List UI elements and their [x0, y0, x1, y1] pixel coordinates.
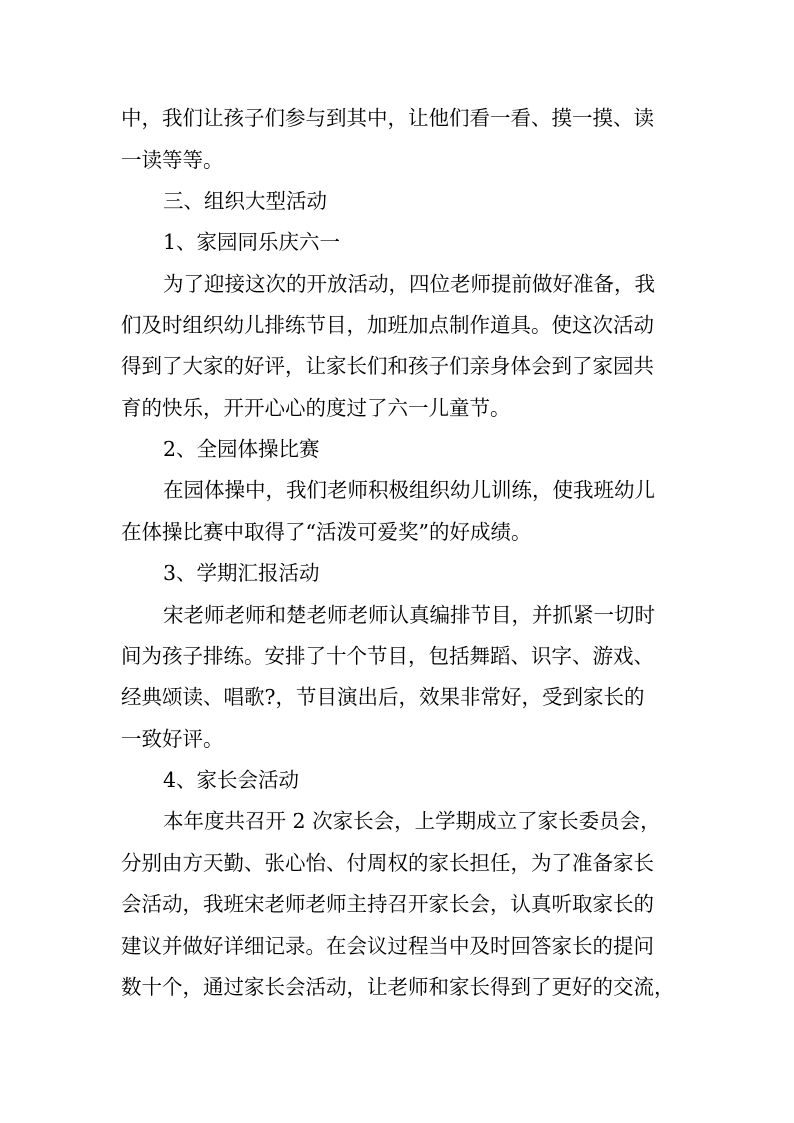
text-line: 建议并做好详细记录。在会议过程当中及时回答家长的提问	[121, 934, 654, 958]
text-line: 在园体操中，我们老师积极组织幼儿训练，使我班幼儿	[163, 478, 655, 502]
text-line: 一致好评。	[121, 727, 224, 751]
text-line: 宋老师老师和楚老师老师认真编排节目，并抓紧一切时	[163, 603, 655, 627]
text-line: 会活动，我班宋老师老师主持召开家长会，认真听取家长的	[121, 892, 654, 916]
text-line: 本年度共召开 2 次家长会，上学期成立了家长委员会，	[163, 809, 661, 833]
section-heading: 三、组织大型活动	[163, 189, 327, 213]
subsection-heading: 4、家长会活动	[163, 768, 300, 792]
text-line: 育的快乐，开开心心的度过了六一儿童节。	[121, 396, 511, 420]
text-line: 们及时组织幼儿排练节目，加班加点制作道具。使这次活动	[121, 313, 654, 337]
text-line: 经典颂读、唱歌?，节目演出后，效果非常好，受到家长的	[121, 685, 645, 709]
text-line: 中，我们让孩子们参与到其中，让他们看一看、摸一摸、读	[121, 106, 654, 130]
text-line: 得到了大家的好评，让家长们和孩子们亲身体会到了家园共	[121, 354, 654, 378]
text-line: 为了迎接这次的开放活动，四位老师提前做好准备，我	[163, 272, 655, 296]
subsection-heading: 1、家园同乐庆六一	[163, 230, 341, 254]
text-line: 间为孩子排练。安排了十个节目，包括舞蹈、识字、游戏、	[121, 644, 654, 668]
text-line: 在体操比赛中取得了“活泼可爱奖”的好成绩。	[121, 520, 532, 544]
text-line: 一读等等。	[121, 148, 224, 172]
text-line: 数十个，通过家长会活动，让老师和家长得到了更好的交流，	[121, 975, 675, 999]
text-line: 分别由方天勤、张心怡、付周权的家长担任，为了准备家长	[121, 851, 654, 875]
subsection-heading: 3、学期汇报活动	[163, 561, 320, 585]
subsection-heading: 2、全园体操比赛	[163, 437, 320, 461]
